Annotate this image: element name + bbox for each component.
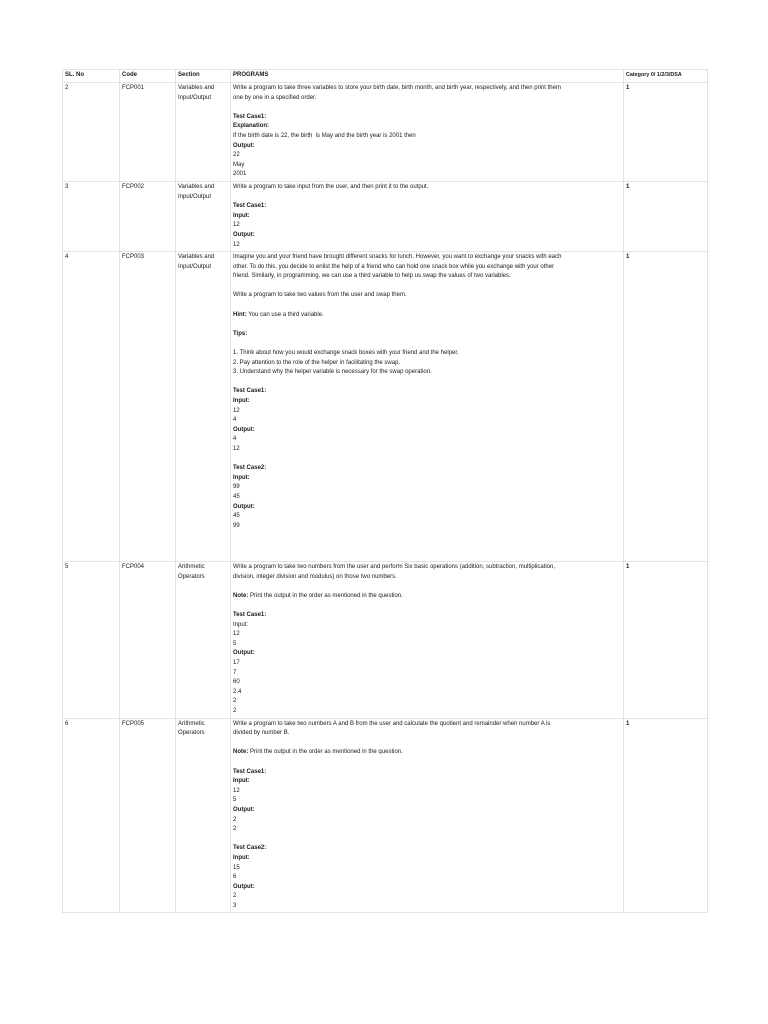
program-line: 5 [233,797,237,804]
program-line: Output: [233,426,255,433]
line-text: Print the output in the order as mentioned in the question. [250,749,403,756]
blank-line [233,582,621,592]
blank-line [233,378,621,388]
program-line: 7 [233,669,237,676]
program-line: Input: [233,854,250,861]
program-line: Output: [233,650,255,657]
program-line: 12 [233,445,240,452]
program-line: Output: [233,806,255,813]
program-line: 12 [233,631,240,638]
program-line: Test Case1: [233,768,267,775]
program-line: 4 [233,417,237,424]
program-line: 12 [233,241,240,248]
program-line: 45 [233,493,240,500]
section-cell: Arithmetic Operators [176,562,231,719]
header-code: Code [120,70,176,83]
programs-table [62,69,708,913]
program-line: 12 [233,222,240,229]
program-line: 2001 [233,171,247,178]
program-line: 12 [233,787,240,794]
category-cell: 1 [624,562,708,719]
program-line: Output: [233,883,255,890]
program-line: 17 [233,660,240,667]
line-text: Print the output in the order as mentioned in the question. [250,592,403,599]
blank-line [233,103,621,113]
blank-line [233,601,621,611]
program-line: If the birth date is 22, the birth is May and the birth year is 2001 then [233,132,416,139]
category-cell: 1 [624,718,708,913]
program-line: divided by number B. [233,730,290,737]
program-line: Imagine you and your friend have brought different snacks for lunch. However, you want to exchange your snacks with each [233,254,562,261]
category-cell: 1 [624,181,708,251]
program-line: Test Case1: [233,113,267,120]
blank-line [233,320,621,330]
blank-line [233,739,621,749]
table-row [63,718,708,913]
category-cell: 1 [624,252,708,562]
sl-no-cell: 2 [63,83,120,182]
header-category: Category 0/ 1/2/3/DSA [624,70,708,83]
sl-no-cell: 6 [63,718,120,913]
program-line: other. To do this, you decide to enlist the help of a friend who can hold one snack box while you exchange with your other [233,263,555,270]
program-line: Write a program to take three variables to store your birth date, birth month, and birth year, respectively, and then print them [233,85,561,91]
program-line: 5 [233,640,237,647]
program-line: Input: [233,474,250,481]
program-line: 45 [233,513,240,520]
blank-line [233,301,621,311]
program-line: Input: [233,212,250,219]
program-line: Input: [233,621,249,628]
program-line: Explanation: [233,123,270,130]
program-cell [231,181,624,251]
program-cell [231,562,624,719]
blank-line [233,758,621,768]
program-line [233,311,621,321]
program-line: 2. Pay attention to the role of the helper in facilitating the swap. [233,359,401,366]
program-line: 6 [233,874,237,881]
program-line: Test Case2: [233,465,267,472]
sl-no-cell: 4 [63,252,120,562]
program-line: Test Case1: [233,388,267,395]
header-section: Section [176,70,231,83]
line-text: You can use a third variable. [248,311,324,318]
program-line: Input: [233,778,250,785]
blank-line [233,193,621,203]
program-line: 99 [233,522,240,529]
program-line: 3 [233,902,237,909]
header-row [63,70,708,83]
blank-line [233,531,621,541]
code-cell: FCP002 [120,181,176,251]
program-line: 2 [233,816,237,823]
program-line: Write a program to take two values from the user and swap them. [233,292,407,299]
blank-line [233,835,621,845]
program-line: Test Case1: [233,612,267,619]
program-line: Output: [233,503,255,510]
program-line: Tips: [233,330,248,337]
program-line: Output: [233,142,255,149]
program-line: 2 [233,698,237,705]
program-line: 60 [233,679,240,686]
blank-line [233,541,621,551]
program-line: 2 [233,826,237,833]
table-row [63,181,708,251]
program-line: division, integer division and modulus) on those two numbers. [233,573,397,580]
blank-line [233,339,621,349]
program-line: Input: [233,398,250,404]
section-cell: Variables and Input/Output [176,252,231,562]
table-row [63,562,708,719]
program-line: 12 [233,407,240,414]
blank-line [233,455,621,465]
program-cell [231,83,624,182]
sl-no-cell: 3 [63,181,120,251]
program-line: 1. Think about how you would exchange snack boxes with your friend and the helper. [233,350,459,357]
code-cell: FCP003 [120,252,176,562]
program-line: Output: [233,231,255,238]
line-label: Hint: [233,311,247,318]
line-label: Note: [233,749,249,756]
program-line: 2 [233,893,237,900]
header-programs: PROGRAMS [231,70,624,83]
program-cell [231,718,624,913]
program-line: 15 [233,864,240,871]
code-cell: FCP004 [120,562,176,719]
blank-line [233,282,621,292]
program-cell [231,252,624,562]
program-line: 3. Understand why the helper variable is necessary for the swap operation. [233,369,432,376]
program-line: 99 [233,484,240,491]
program-line [233,592,621,602]
program-line: 22 [233,152,240,159]
program-line: 2 [233,708,237,714]
program-line [233,748,621,758]
program-line: May [233,161,245,168]
table-row [63,83,708,182]
section-cell: Arithmetic Operators [176,718,231,913]
program-line: 2.4 [233,688,242,695]
sl-no-cell: 5 [63,562,120,719]
section-cell: Variables and Input/Output [176,181,231,251]
program-line: 4 [233,436,237,443]
program-line: Write a program to take two numbers A and B from the user and calculate the quotient and remainder when number A is [233,720,551,727]
blank-line [233,551,621,561]
code-cell: FCP001 [120,83,176,182]
category-cell: 1 [624,83,708,182]
program-line: Write a program to take input from the user, and then print it to the output. [233,183,429,190]
header-sl-no: SL. No [63,70,120,83]
line-label: Note: [233,592,249,599]
section-cell: Variables and Input/Output [176,83,231,182]
table-row [63,252,708,562]
program-line: friend. Similarly, in programming, we can use a third variable to help us swap the values of two variables. [233,273,511,280]
program-line: Write a program to take two numbers from the user and perform Six basic operations (addition, subtraction, multiplication, [233,564,556,571]
program-line: one by one in a specified order. [233,94,317,101]
program-line: Test Case2: [233,845,267,852]
code-cell: FCP005 [120,718,176,913]
program-line: Test Case1: [233,203,267,210]
